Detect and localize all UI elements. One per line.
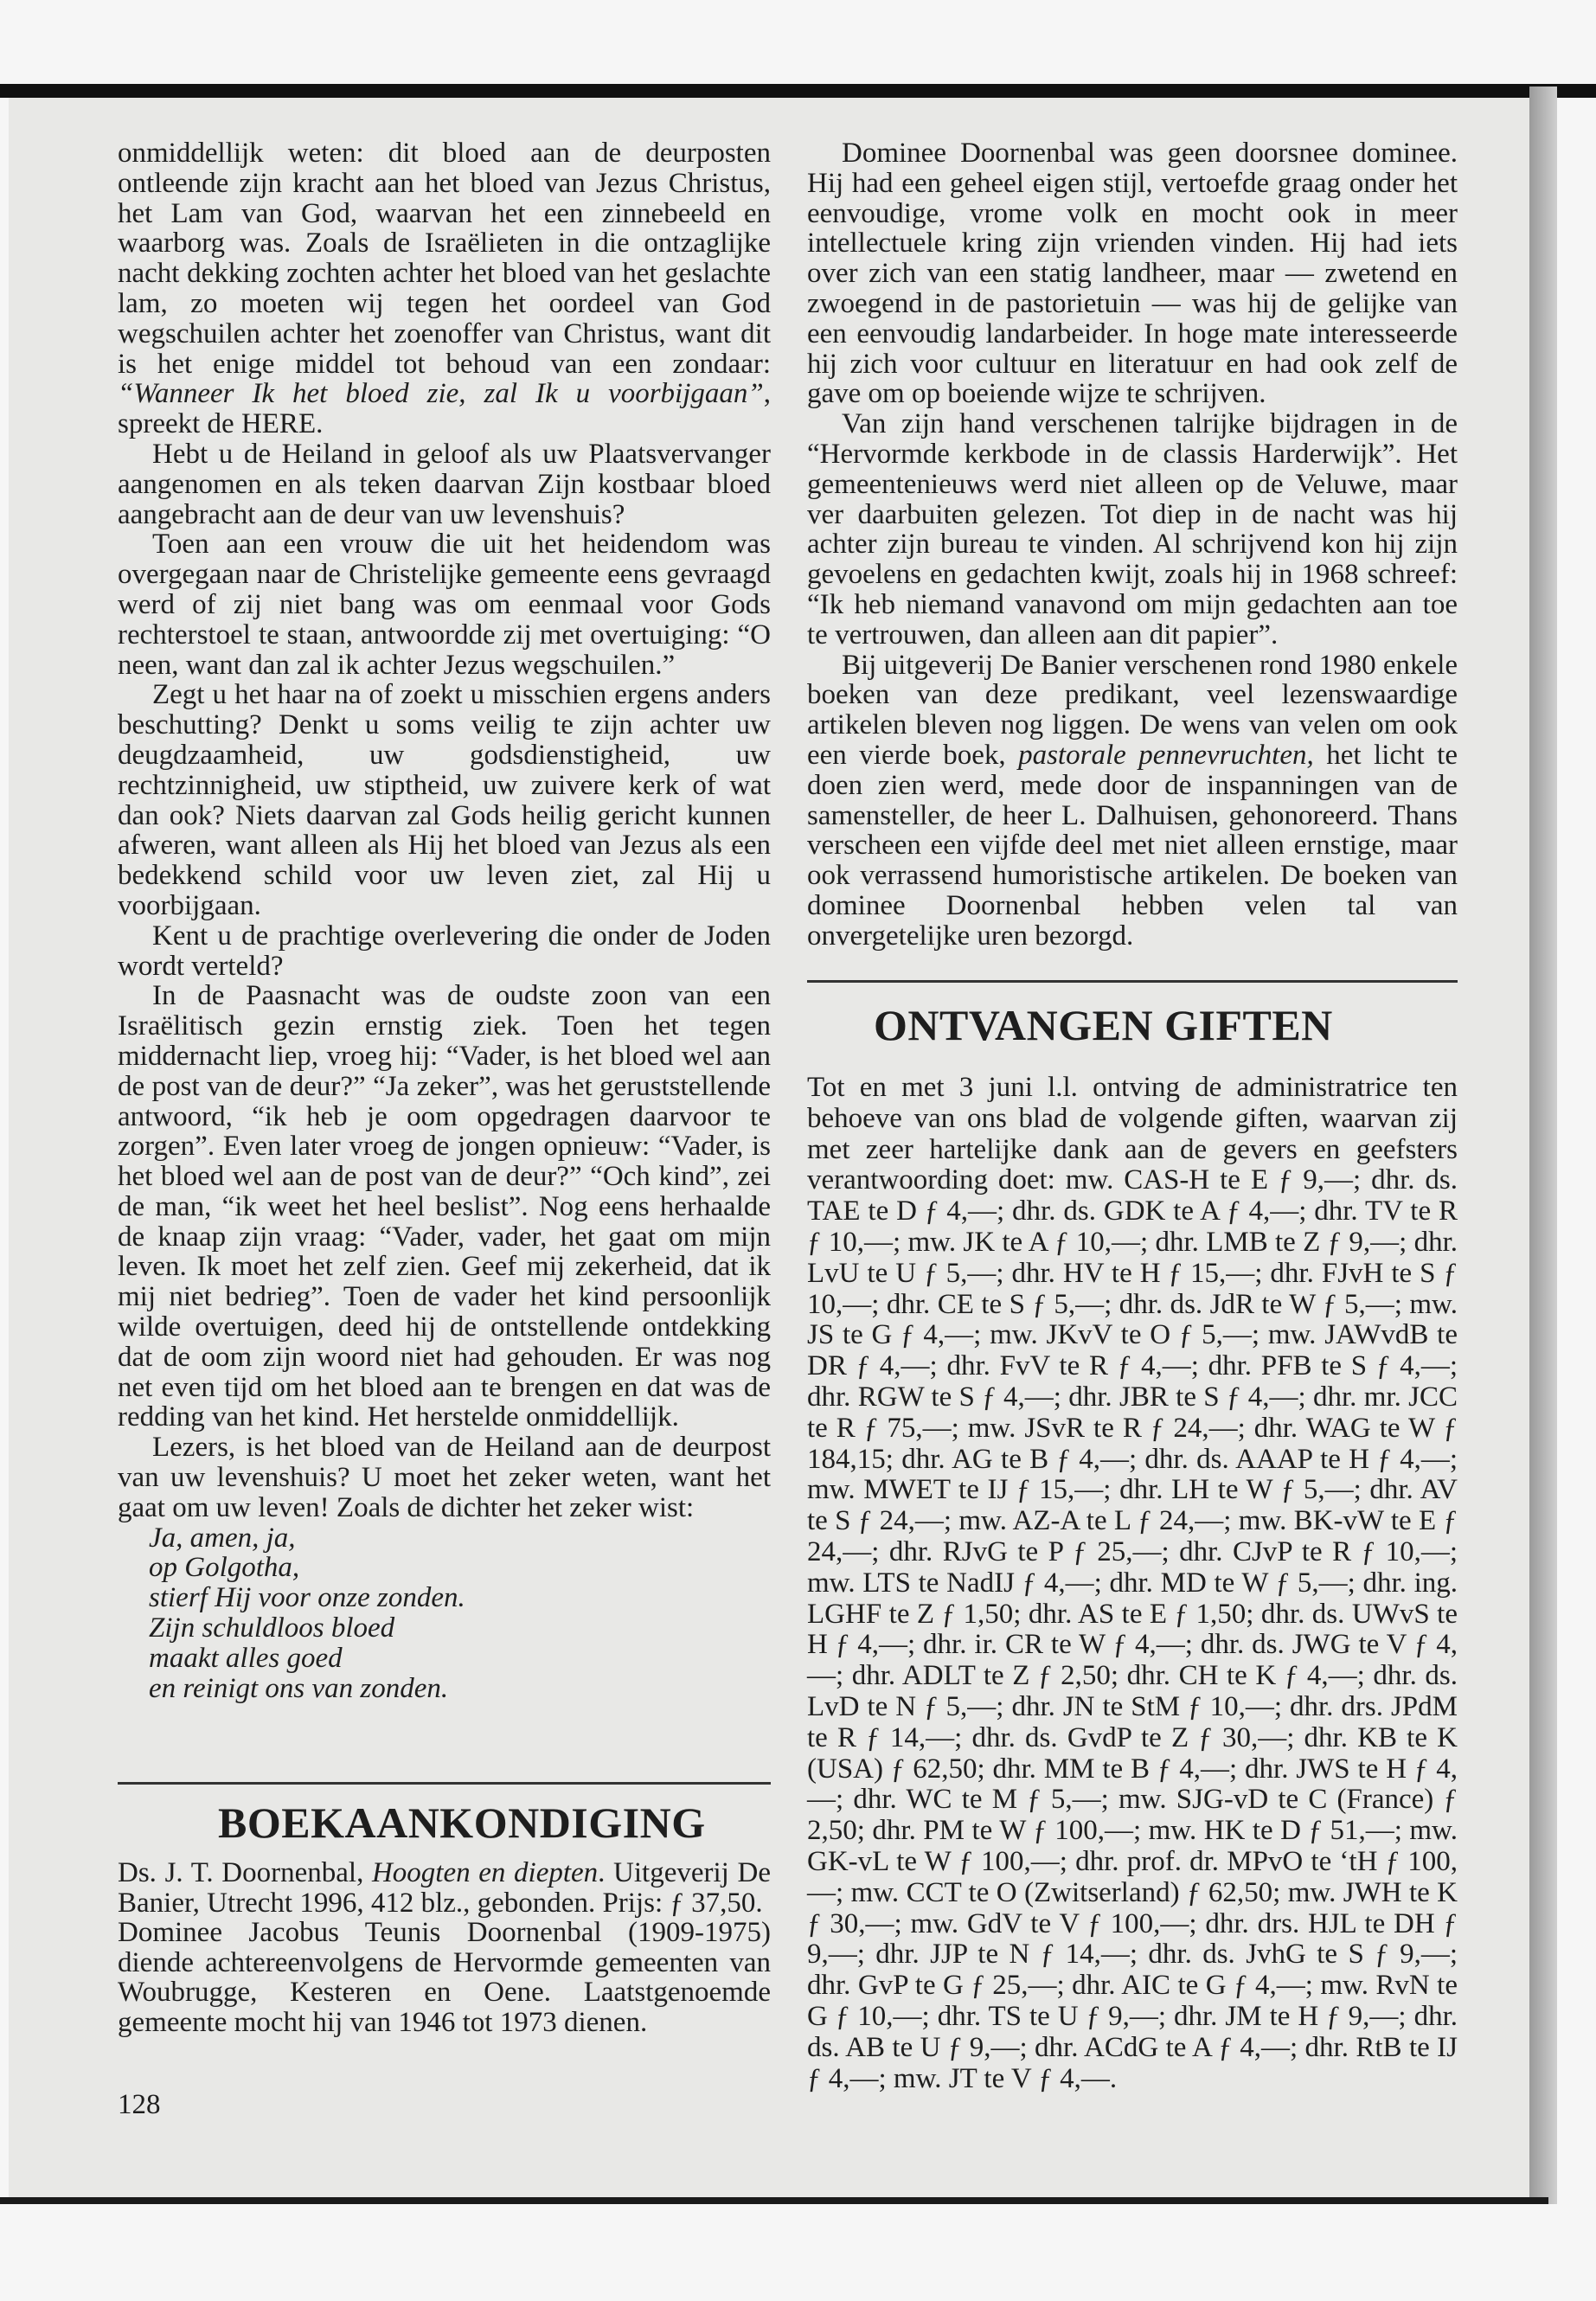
section-divider [118, 1782, 771, 1785]
poem-line: Ja, amen, ja, [149, 1522, 296, 1554]
poem-line: en reinigt ons van zonden. [149, 1672, 449, 1704]
section-divider [807, 980, 1458, 983]
gifts-list [807, 1073, 1458, 2094]
paragraph: Kent u de prachtige overlevering die onder de Joden wordt verteld? [118, 920, 771, 982]
left-column [118, 138, 771, 1703]
poem-line: op Golgotha, [149, 1552, 300, 1584]
scan-right-edge [1529, 87, 1557, 2204]
section-heading-boekaankondiging: BOEKAANKONDIGING [218, 1798, 706, 1847]
text: , spreekt de HERE. [118, 378, 771, 440]
text: . Uitgeverij De Banier, Utrecht 1996, 412 blz., gebonden. Prijs: ƒ 37,50. [118, 1857, 771, 1919]
scan-bottom-border [0, 2197, 1548, 2204]
paragraph: In de Paasnacht was de oudste zoon van een Israëlitisch gezin ernstig ziek. Toen het tegen middernacht liep, vroeg hij: “Vader, is het bloed wel aan de post van de deur?” “Ja zeker”, was het geruststellende antwoord, “ik heb je oom opgedragen daarvoor te zorgen”. Even later vroeg de jongen opnieuw: “Vader, is het bloed wel aan de post van de deur?” “Och kind”, zei de man, “ik weet het heel beslist”. Nog eens herhaalde de knaap zijn vraag: “Vader, vader, het gaat om mijn leven. Ik moet het zelf zien. Geef mij zekerheid, dat ik mij niet bedrieg”. Toen de vader het kind persoonlijk wilde overtuigen, deed hij de ontstellende ontdekking dat de oom zijn woord niet had gehouden. Er was nog net even tijd om het bloed aan te brengen en dat was de redding van het kind. Het herstelde onmiddellijk. [118, 980, 771, 1433]
poem [149, 1523, 771, 1704]
paragraph: Hebt u de Heiland in geloof als uw Plaatsvervanger aangenomen en als teken daarvan Zijn kostbaar bloed aangebracht aan de deur van uw levenshuis? [118, 438, 771, 530]
book-title: Hoogten en diepten [371, 1857, 599, 1888]
text: Bij uitgeverij De Banier verschenen rond 1980 enkele boeken van deze predikant, veel lezenswaardige artikelen bleven nog liggen. De wens van velen om ook een vierde boek, [807, 649, 1458, 771]
paragraph [807, 651, 1458, 952]
paragraph: Toen aan een vrouw die uit het heidendom was overgegaan naar de Christelijke gemeente eens gevraagd werd of zij niet bang was om eenmaal voor Gods rechterstoel te staan, antwoordde zij met overtuiging: “O neen, want dan zal ik achter Jezus wegschuilen.” [118, 529, 771, 681]
poem-line: Zijn schuldloos bloed [149, 1612, 395, 1644]
poem-line: stierf Hij voor onze zonden. [149, 1582, 465, 1614]
text: Ds. J. T. Doornenbal, [118, 1857, 372, 1888]
paragraph [118, 138, 771, 439]
book-title: pastorale pennevruchten, [1018, 739, 1314, 771]
book-announcement [118, 1858, 771, 2038]
poem-line: maakt alles goed [149, 1642, 343, 1674]
section-heading-ontvangen-giften: ONTVANGEN GIFTEN [874, 1001, 1333, 1049]
paragraph: Tot en met 3 juni l.l. ontving de administratrice ten behoeve van ons blad de volgende giften, waarvan zij met zeer hartelijke dank aan de gevers en geefsters verantwoording doet: mw. CAS-H te E ƒ 9,—; dhr. ds. TAE te D ƒ 4,—; dhr. ds. GDK te A ƒ 4,—; dhr. TV te R ƒ 10,—; mw. JK te A ƒ 10,—; dhr. LMB te Z ƒ 9,—; dhr. LvU te U ƒ 5,—; dhr. HV te H ƒ 15,—; dhr. FJvH te S ƒ 10,—; dhr. CE te S ƒ 5,—; dhr. ds. JdR te W ƒ 5,—; mw. JS te G ƒ 4,—; mw. JKvV te O ƒ 5,—; mw. JAWvdB te DR ƒ 4,—; dhr. FvV te R ƒ 4,—; dhr. PFB te S ƒ 4,—; dhr. RGW te S ƒ 4,—; dhr. JBR te S ƒ 4,—; dhr. mr. JCC te R ƒ 75,—; mw. JSvR te R ƒ 24,—; dhr. WAG te W ƒ 184,15; dhr. AG te B ƒ 4,—; dhr. ds. AAAP te H ƒ 4,—; mw. MWET te IJ ƒ 15,—; dhr. LH te W ƒ 5,—; dhr. AV te S ƒ 24,—; mw. AZ-A te L ƒ 24,—; mw. BK-vW te E ƒ 24,—; dhr. RJvG te P ƒ 25,—; dhr. CJvP te R ƒ 10,—; mw. LTS te NadIJ ƒ 4,—; dhr. MD te W ƒ 5,—; dhr. ing. LGHF te Z ƒ 1,50; dhr. AS te E ƒ 1,50; dhr. ds. UWvS te H ƒ 4,—; dhr. ir. CR te W ƒ 4,—; dhr. ds. JWG te V ƒ 4,—; dhr. ADLT te Z ƒ 2,50; dhr. CH te K ƒ 4,—; dhr. ds. LvD te N ƒ 5,—; dhr. JN te StM ƒ 10,—; dhr. drs. JPdM te R ƒ 14,—; dhr. ds. GvdP te Z ƒ 30,—; dhr. KB te K (USA) ƒ 62,50; dhr. MM te B ƒ 4,—; dhr. JWS te H ƒ 4,—; dhr. WC te M ƒ 5,—; mw. SJG-vD te C (France) ƒ 2,50; dhr. PM te W ƒ 100,—; mw. HK te D ƒ 51,—; mw. GK-vL te W ƒ 100,—; dhr. prof. dr. MPvO te ‘tH ƒ 100,—; mw. CCT te O (Zwitserland) ƒ 62,50; mw. JWH te K ƒ 30,—; mw. GdV te V ƒ 100,—; dhr. drs. HJL te DH ƒ 9,—; dhr. JJP te N ƒ 14,—; dhr. ds. JvhG te S ƒ 9,—; dhr. GvP te G ƒ 25,—; dhr. AIC te G ƒ 4,—; mw. RvN te G ƒ 10,—; dhr. TS te U ƒ 9,—; dhr. JM te H ƒ 9,—; dhr. ds. AB te U ƒ 9,—; dhr. ACdG te A ƒ 4,—; dhr. RtB te IJ ƒ 4,—; mw. JT te V ƒ 4,—. [807, 1072, 1458, 2094]
paragraph: Dominee Doornenbal was geen doorsnee dominee. Hij had een geheel eigen stijl, vertoefde graag onder het eenvoudige, vrome volk en mocht ook in meer intellectuele kring zijn vrienden vinden. Hij had iets over zich van een statig landheer, maar — zwetend en zwoegend in de pastorietuin — was hij de gelijke van een eenvoudig landarbeider. In hoge mate interesseerde hij zich voor cultuur en literatuur en had ook zelf de gave om op boeiende wijze te schrijven. [807, 138, 1458, 410]
paragraph: Lezers, is het bloed van de Heiland aan de deurpost van uw levenshuis? U moet het zeker weten, want het gaat om uw leven! Zoals de dichter het zeker wist: [118, 1432, 771, 1523]
text: het licht te doen zien werd, mede door de inspanningen van de samensteller, de heer L. Dalhuisen, gehonoreerd. Thans verscheen een vijfde deel met niet alleen ernstige, maar ook verrassend humoristische artikelen. De boeken van dominee Doornenbal hebben velen tal van onvergetelijke uren bezorgd. [807, 739, 1458, 952]
paragraph: Van zijn hand verschenen talrijke bijdragen in de “Hervormde kerkbode in de classis Harderwijk”. Het gemeentenieuws werd niet alleen op de Veluwe, maar ver daarbuiten gelezen. Tot diep in de nacht was hij achter zijn bureau te vinden. Al schrijvend kon hij zijn gevoelens en gedachten kwijt, zoals hij in 1968 schreef: “Ik heb niemand vanavond om mijn gedachten aan toe te vertrouwen, dan alleen aan dit papier”. [807, 408, 1458, 651]
scan-top-border [0, 84, 1596, 98]
text: onmiddellijk weten: dit bloed aan de deurposten ontleende zijn kracht aan het bloed van Jezus Christus, het Lam van God, waarvan het een zinnebeeld en waarborg was. Zoals de Israëlieten in die ontzaglijke nacht dekking zochten achter het bloed van het geslachte lam, zo moeten wij tegen het oordeel van God wegschuilen achter het zoenoffer van Christus, want dit is het enige middel tot behoud van een zondaar: [118, 138, 771, 380]
page-number: 128 [118, 2089, 161, 2120]
paragraph: Dominee Jacobus Teunis Doornenbal (1909-1975) diende achtereenvolgens de Hervormde gemeenten van Woubrugge, Kesteren en Oene. Laatstgenoemde gemeente mocht hij van 1946 tot 1973 dienen. [118, 1917, 771, 2038]
book-citation [118, 1858, 771, 1918]
paragraph: Zegt u het haar na of zoekt u misschien ergens anders beschutting? Denkt u soms veilig te zijn achter uw deugdzaamheid, uw godsdienstigheid, uw rechtzinnigheid, uw stiptheid, uw zuivere kerk of wat dan ook? Niets daarvan zal Gods heilig gericht kunnen afweren, want alleen als Hij het bloed van Jezus als een bedekkend schild voor uw leven ziet, zal Hij u voorbijgaan. [118, 679, 771, 921]
quote-italic: “Wanneer Ik het bloed zie, zal Ik u voorbijgaan” [118, 378, 764, 410]
right-column [807, 138, 1458, 952]
